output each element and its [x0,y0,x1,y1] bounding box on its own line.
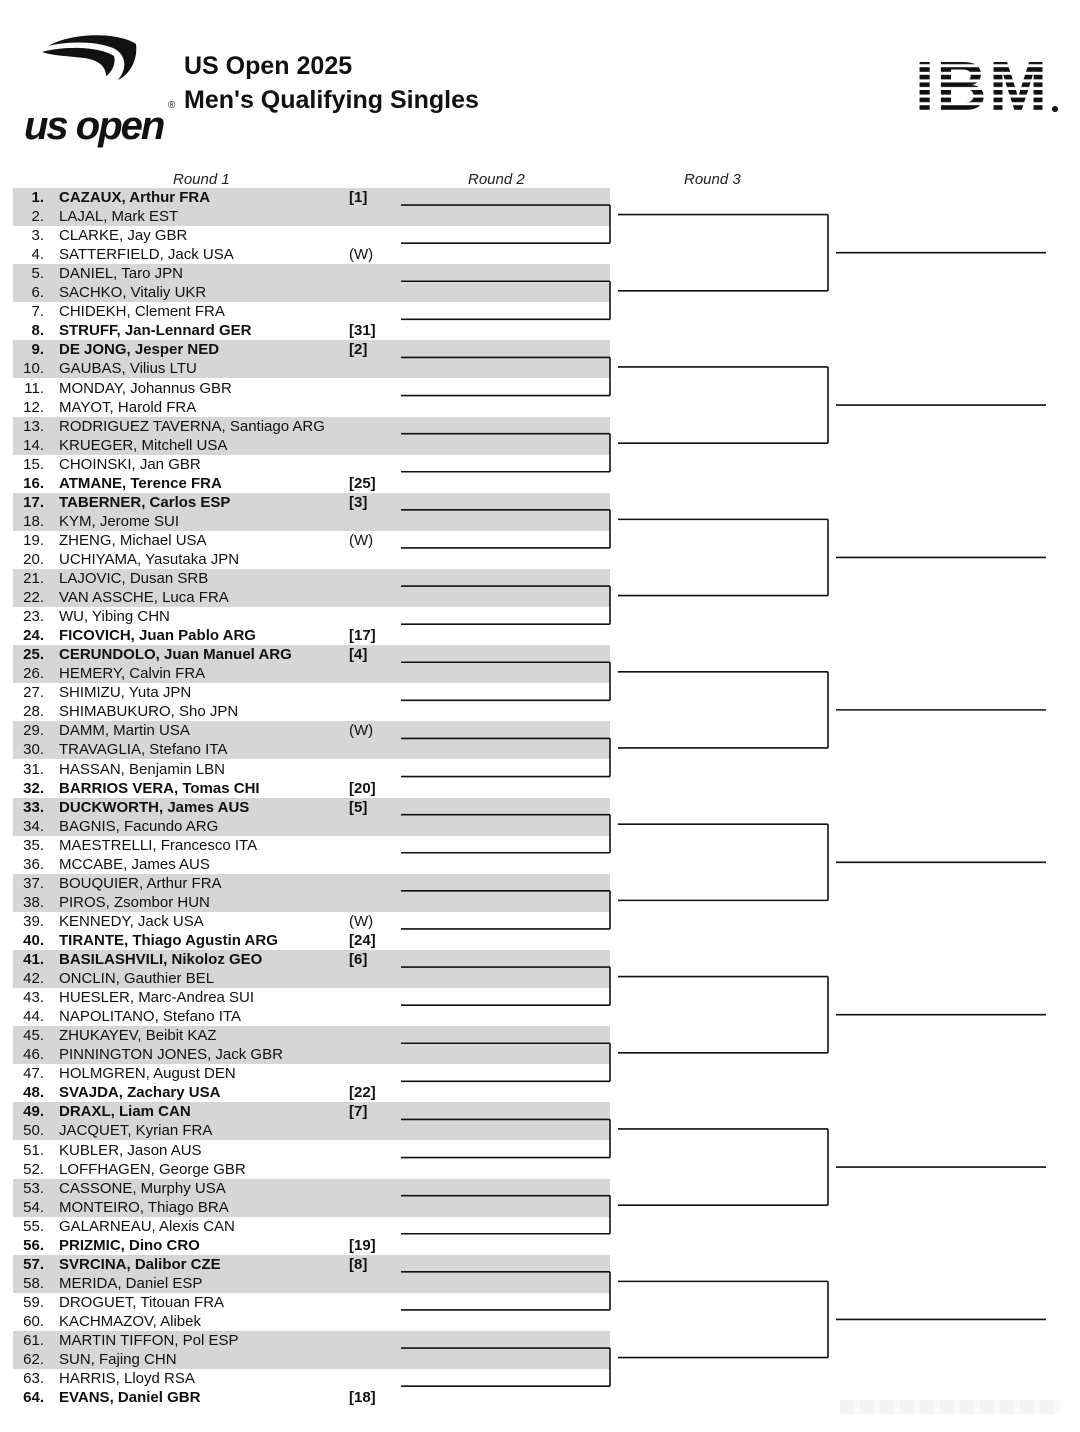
seed-label: (W) [349,531,374,549]
draw-position: 63. [23,1370,44,1388]
draw-position: 15. [23,455,44,473]
draw-position: 33. [23,798,44,816]
player-name: SHIMABUKURO, Sho JPN [59,703,239,721]
seed-label: [5] [349,798,368,816]
player-name: UCHIYAMA, Yasutaka JPN [59,550,240,568]
draw-position: 1. [31,189,44,206]
player-name: STRUFF, Jan-Lennard GER [59,322,252,340]
logo-wordmark: us open [24,104,164,148]
seed-label: [19] [349,1236,376,1254]
player-name: PIROS, Zsombor HUN [59,893,210,911]
player-name: HASSAN, Benjamin LBN [59,760,225,778]
player-name: CLARKE, Jay GBR [59,227,188,245]
draw-position: 17. [23,493,44,511]
draw-position: 31. [23,760,44,778]
player-name: WU, Yibing CHN [59,608,170,626]
player-name: KYM, Jerome SUI [59,512,180,530]
player-name: SATTERFIELD, Jack USA [59,246,234,264]
seed-label: (W) [349,246,374,264]
player-name: MAESTRELLI, Francesco ITA [59,836,258,854]
draw-position: 13. [23,417,44,435]
draw-position: 47. [23,1065,44,1083]
draw-position: 55. [23,1217,44,1235]
draw-position: 22. [23,589,44,607]
player-name: BOUQUIER, Arthur FRA [59,874,222,892]
player-name: MAYOT, Harold FRA [59,398,197,416]
player-name: CAZAUX, Arthur FRA [59,189,211,206]
player-name: FICOVICH, Juan Pablo ARG [59,627,256,645]
draw-position: 24. [23,627,44,645]
page-subtitle: Men's Qualifying Singles [184,86,479,114]
draw-position: 52. [23,1160,44,1178]
player-name: GALARNEAU, Alexis CAN [59,1217,235,1235]
draw-position: 5. [31,265,44,283]
player-name: CHOINSKI, Jan GBR [59,455,201,473]
player-name: DUCKWORTH, James AUS [59,798,250,816]
draw-position: 4. [31,246,44,264]
draw-position: 39. [23,912,44,930]
seed-label: (W) [349,722,374,740]
seed-label: [18] [349,1389,376,1407]
draw-position: 30. [23,741,44,759]
player-name: HOLMGREN, August DEN [59,1065,236,1083]
player-name: ONCLIN, Gauthier BEL [59,970,215,988]
draw-position: 8. [31,322,44,340]
draw-position: 32. [23,779,44,797]
seed-label: [6] [349,951,368,968]
page-title: US Open 2025 [184,52,353,80]
draw-position: 18. [23,512,44,530]
draw-position: 61. [23,1332,44,1349]
draw-position: 53. [23,1179,44,1197]
draw-position: 54. [23,1198,44,1216]
round-1-label: Round 1 [173,171,230,188]
player-name: LAJAL, Mark EST [59,208,179,226]
seed-label: [17] [349,627,376,645]
player-name: TRAVAGLIA, Stefano ITA [59,741,228,759]
seed-label: [25] [349,474,376,492]
draw-position: 11. [24,379,44,397]
player-name: ZHENG, Michael USA [59,531,207,549]
draw-position: 56. [23,1236,44,1254]
draw-position: 6. [31,284,44,302]
player-name: DE JONG, Jesper NED [59,341,220,359]
player-name: JACQUET, Kyrian FRA [59,1122,213,1140]
seed-label: [4] [349,646,368,664]
player-name: MERIDA, Daniel ESP [59,1274,203,1292]
player-name: HEMERY, Calvin FRA [59,665,206,683]
draw-position: 64. [23,1389,44,1407]
registered-mark: ® [168,100,176,111]
player-name: DROGUET, Titouan FRA [59,1293,225,1311]
player-name: LAJOVIC, Dusan SRB [59,570,209,587]
draw-position: 43. [23,989,44,1007]
player-name: KENNEDY, Jack USA [59,912,204,930]
draw-position: 36. [23,855,44,873]
draw-position: 21. [23,570,44,587]
player-name: TABERNER, Carlos ESP [59,493,231,511]
player-name: HARRIS, Lloyd RSA [59,1370,195,1388]
draw-position: 34. [23,817,44,835]
player-name: EVANS, Daniel GBR [59,1389,201,1407]
player-name: TIRANTE, Thiago Agustin ARG [59,931,278,949]
player-name: CERUNDOLO, Juan Manuel ARG [59,646,292,664]
player-name: SVRCINA, Dalibor CZE [59,1255,221,1273]
draw-position: 46. [23,1046,44,1064]
draw-position: 19. [23,531,44,549]
player-name: ZHUKAYEV, Beibit KAZ [59,1027,217,1045]
draw-position: 60. [23,1312,44,1330]
player-name: MONTEIRO, Thiago BRA [59,1198,229,1216]
player-name: GAUBAS, Vilius LTU [59,360,197,378]
round-2-label: Round 2 [468,171,525,188]
player-name: LOFFHAGEN, George GBR [59,1160,246,1178]
player-name: RODRIGUEZ TAVERNA, Santiago ARG [59,417,325,435]
seed-label: [2] [349,341,368,359]
draw-position: 45. [23,1027,44,1045]
player-name: PRIZMIC, Dino CRO [59,1236,200,1254]
draw-position: 37. [23,874,44,892]
draw-position: 25. [23,646,44,664]
player-name: DANIEL, Taro JPN [59,265,183,283]
draw-position: 20. [23,550,44,568]
draw-position: 28. [23,703,44,721]
draw-position: 49. [23,1103,44,1121]
draw-position: 57. [23,1255,44,1273]
draw-position: 35. [23,836,44,854]
round-3-label: Round 3 [684,171,741,188]
draw-position: 40. [23,931,44,949]
player-name: KUBLER, Jason AUS [59,1141,202,1159]
draw-position: 2. [31,208,44,226]
player-name: MCCABE, James AUS [59,855,210,873]
player-name: KRUEGER, Mitchell USA [59,436,228,454]
player-name: KACHMAZOV, Alibek [59,1312,201,1330]
seed-label: [20] [349,779,376,797]
draw-position: 26. [23,665,44,683]
player-name: NAPOLITANO, Stefano ITA [59,1008,242,1026]
draw-position: 41. [23,951,44,968]
player-name: DRAXL, Liam CAN [59,1103,191,1121]
player-name: BASILASHVILI, Nikoloz GEO [59,951,263,968]
player-name: PINNINGTON JONES, Jack GBR [59,1046,283,1064]
draw-position: 59. [23,1293,44,1311]
seed-label: (W) [349,912,374,930]
draw-position: 48. [23,1084,44,1102]
draw-position: 9. [31,341,44,359]
seed-label: [8] [349,1255,368,1273]
draw-position: 3. [31,227,44,245]
draw-position: 14. [23,436,44,454]
seed-label: [1] [349,189,368,206]
player-name: MONDAY, Johannus GBR [59,379,232,397]
draw-position: 10. [23,360,44,378]
seed-label: [31] [349,322,376,340]
player-name: BARRIOS VERA, Tomas CHI [59,779,260,797]
player-name: VAN ASSCHE, Luca FRA [59,589,229,607]
watermark [840,1400,1060,1414]
player-name: BAGNIS, Facundo ARG [59,817,219,835]
draw-position: 44. [23,1008,44,1026]
player-name: DAMM, Martin USA [59,722,190,740]
seed-label: [24] [349,931,376,949]
draw-position: 50. [23,1122,44,1140]
draw-position: 7. [31,303,44,321]
player-name: SACHKO, Vitaliy UKR [59,284,207,302]
draw-position: 42. [23,970,44,988]
draw-position: 29. [23,722,44,740]
draw-position: 12. [23,398,44,416]
seed-label: [3] [349,493,368,511]
draw-position: 58. [23,1274,44,1292]
player-name: CASSONE, Murphy USA [59,1179,226,1197]
seed-label: [7] [349,1103,368,1121]
player-name: SHIMIZU, Yuta JPN [59,684,192,702]
player-name: HUESLER, Marc-Andrea SUI [59,989,255,1007]
draw-position: 16. [23,474,44,492]
draw-position: 62. [23,1351,44,1369]
player-name: ATMANE, Terence FRA [59,474,222,492]
seed-label: [22] [349,1084,376,1102]
player-name: SVAJDA, Zachary USA [59,1084,221,1102]
draw-position: 23. [23,608,44,626]
player-name: CHIDEKH, Clement FRA [59,303,225,321]
draw-position: 38. [23,893,44,911]
player-name: MARTIN TIFFON, Pol ESP [59,1332,239,1349]
player-name: SUN, Fajing CHN [59,1351,177,1369]
draw-position: 27. [23,684,44,702]
draw-position: 51. [23,1141,44,1159]
